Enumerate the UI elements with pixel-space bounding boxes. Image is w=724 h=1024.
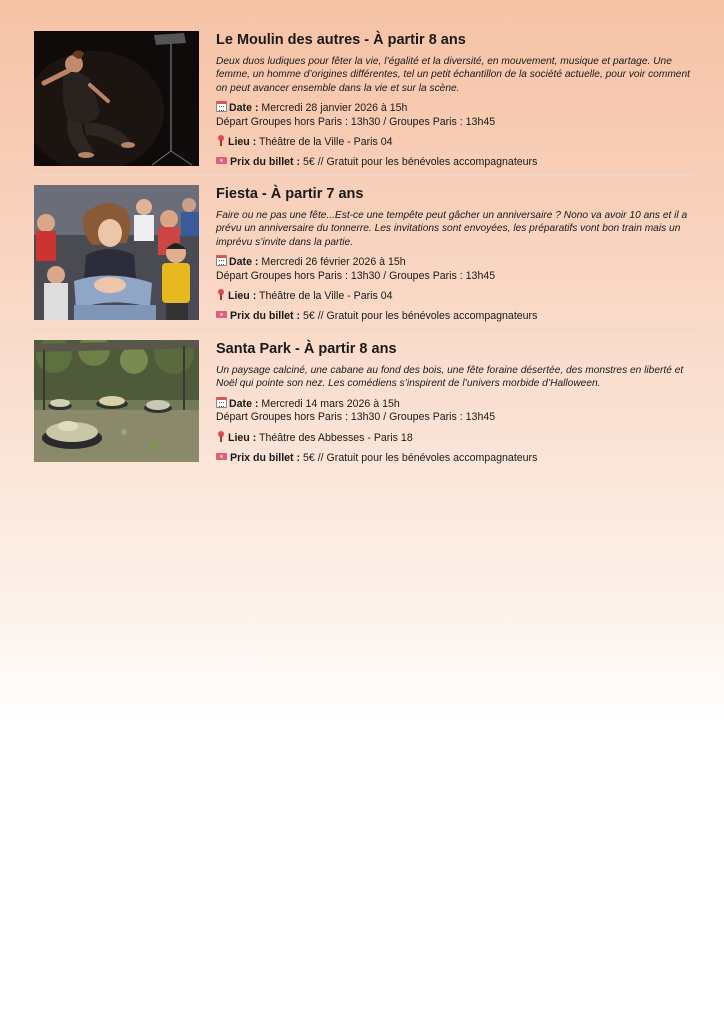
- venue-label: Lieu :: [228, 431, 257, 444]
- event-venue: [216, 289, 692, 303]
- price-value: 5€ // Gratuit pour les bénévoles accompagnateurs: [303, 452, 538, 465]
- event-info: [216, 185, 692, 324]
- date-value: Mercredi 14 mars 2026 à 15h: [261, 397, 400, 410]
- children-audience-photo-icon: [34, 185, 199, 320]
- date-value: Mercredi 26 février 2026 à 15h: [261, 256, 406, 269]
- divider: [34, 329, 692, 330]
- event-departure: Départ Groupes hors Paris : 13h30 / Groupes Paris : 13h45: [216, 115, 496, 128]
- event-description: Un paysage calciné, une cabane au fond des bois, une fête foraine désertée, des monstres en liberté et Noël qui pointe son nez. Les comédiens s’inspirent de l’univers morbide d’Halloween.: [216, 365, 684, 390]
- event-price: [216, 155, 692, 169]
- event-venue: [216, 135, 692, 149]
- dancer-photo-icon: [34, 31, 199, 166]
- event-info: [216, 340, 692, 465]
- event-title: Santa Park - À partir 8 ans: [216, 341, 397, 357]
- venue-label: Lieu :: [228, 136, 257, 149]
- event-title: Le Moulin des autres - À partir 8 ans: [216, 32, 466, 48]
- event-description: Faire ou ne pas une fête...Est-ce une tempête peut gâcher un anniversaire ? Nono va avoir 10 ans et il a prévu un anniversaire du tonnerre. Les invitations sont envoyées, les préparatifs vont bon train mais un imprévu s’invite dans la partie.: [216, 210, 688, 248]
- price-label: Prix du billet :: [230, 452, 301, 465]
- price-label: Prix du billet :: [230, 310, 301, 323]
- ticket-icon: [216, 155, 228, 166]
- map-pin-icon: [216, 289, 226, 300]
- event-departure: Départ Groupes hors Paris : 13h30 / Groupes Paris : 13h45: [216, 411, 496, 424]
- abandoned-fairground-photo-icon: [34, 340, 199, 462]
- date-label: Date :: [229, 256, 259, 269]
- calendar-icon: [216, 397, 227, 408]
- date-value: Mercredi 28 janvier 2026 à 15h: [261, 102, 408, 115]
- event-departure: Départ Groupes hors Paris : 13h30 / Groupes Paris : 13h45: [216, 269, 496, 282]
- event-date: [216, 101, 692, 115]
- venue-value: Théâtre de la Ville - Paris 04: [259, 290, 393, 303]
- event-title: Fiesta - À partir 7 ans: [216, 186, 364, 202]
- event-description: Deux duos ludiques pour fêter la vie, l’égalité et la diversité, en mouvement, musique et partage. Une femme, un homme d’origines différentes, tel un petit échantillon de la société actuelle, pour voir comment on peut avancer ensemble dans la vie et sur la scène.: [216, 56, 690, 94]
- event-venue: [216, 431, 692, 445]
- event-info: [216, 31, 692, 170]
- event-date: [216, 397, 692, 411]
- price-value: 5€ // Gratuit pour les bénévoles accompagnateurs: [303, 310, 538, 323]
- calendar-icon: [216, 255, 227, 266]
- event-price: [216, 451, 692, 465]
- price-label: Prix du billet :: [230, 156, 301, 169]
- map-pin-icon: [216, 135, 226, 146]
- date-label: Date :: [229, 102, 259, 115]
- ticket-icon: [216, 451, 228, 462]
- venue-value: Théâtre de la Ville - Paris 04: [259, 136, 393, 149]
- ticket-icon: [216, 309, 228, 320]
- event-image: [34, 340, 199, 462]
- divider: [34, 175, 692, 176]
- event-price: [216, 309, 692, 323]
- venue-label: Lieu :: [228, 290, 257, 303]
- map-pin-icon: [216, 431, 226, 442]
- date-label: Date :: [229, 397, 259, 410]
- event-date: [216, 255, 692, 269]
- price-value: 5€ // Gratuit pour les bénévoles accompagnateurs: [303, 156, 538, 169]
- calendar-icon: [216, 101, 227, 112]
- event-image: [34, 185, 199, 320]
- event-image: [34, 31, 199, 166]
- venue-value: Théâtre des Abbesses - Paris 18: [259, 431, 413, 444]
